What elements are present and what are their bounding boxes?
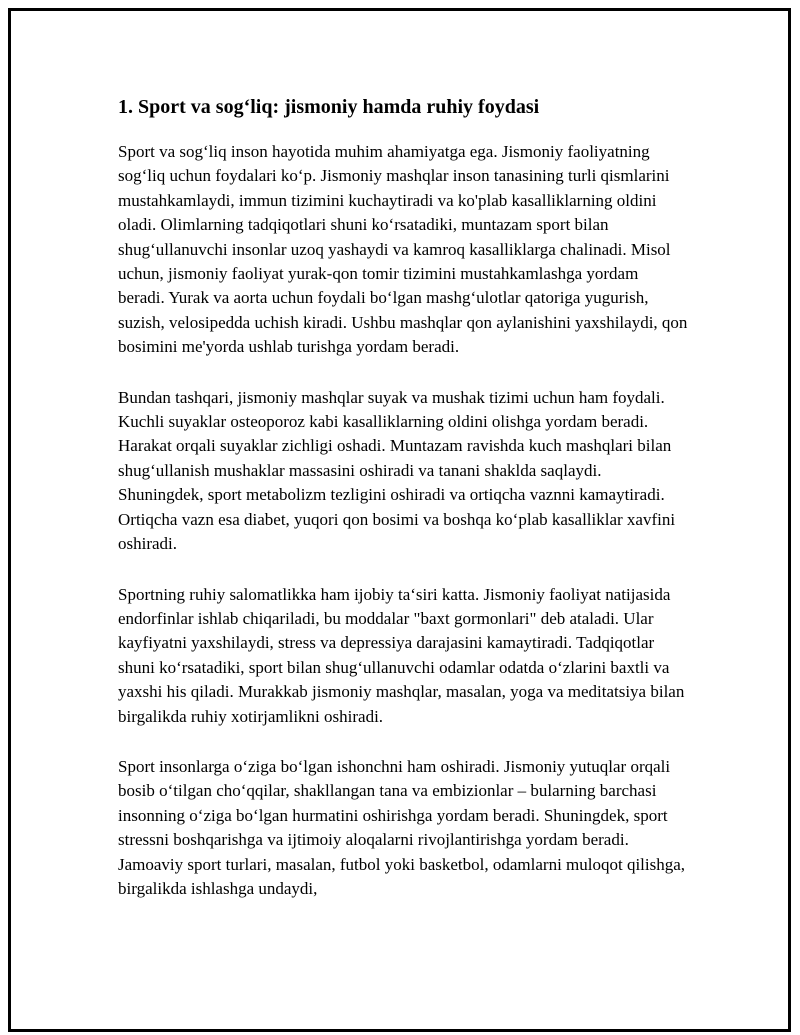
- document-body: [118, 94, 688, 927]
- paragraph-1: Sport va sog‘liq inson hayotida muhim ahamiyatga ega. Jismoniy faoliyatning sog‘liq uchun foydalari ko‘p. Jismoniy mashqlar inson tanasining turli qismlarini mustahkamlaydi, immun tizimini kuchaytiradi va ko'plab kasalliklarning oldini oladi. Olimlarning tadqiqotlari shuni ko‘rsatadiki, muntazam sport bilan shug‘ullanuvchi insonlar uzoq yashaydi va kamroq kasalliklarga chalinadi. Misol uchun, jismoniy faoliyat yurak-qon tomir tizimini mustahkamlashga yordam beradi. Yurak va aorta uchun foydali bo‘lgan mashg‘ulotlar qatoriga yugurish, suzish, velosipedda uchish kiradi. Ushbu mashqlar qon aylanishini yaxshilaydi, qon bosimini me'yorda ushlab turishga yordam beradi.: [118, 142, 688, 357]
- paragraph-3: Sportning ruhiy salomatlikka ham ijobiy ta‘siri katta. Jismoniy faoliyat natijasida endorfinlar ishlab chiqariladi, bu moddalar "baxt gormonlari" deb ataladi. Ular kayfiyatni yaxshilaydi, stress va depressiya darajasini kamaytiradi. Tadqiqotlar shuni ko‘rsatadiki, sport bilan shug‘ullanuvchi odamlar odatda o‘zlarini baxtli va yaxshi his qiladi. Murakkab jismoniy mashqlar, masalan, yoga va meditatsiya bilan birgalikda ruhiy xotirjamlikni oshiradi.: [118, 584, 685, 726]
- paragraph-4: Sport insonlarga o‘ziga bo‘lgan ishonchni ham oshiradi. Jismoniy yutuqlar orqali bosib o‘tilgan cho‘qqilar, shakllangan tana va embizionlar – bularning barchasi insonning o‘ziga bo‘lgan hurmatini oshirishga yordam beradi. Shuningdek, sport stressni boshqarishga va ijtimoiy aloqalarni rivojlantirishga yordam beradi. Jamoaviy sport turlari, masalan, futbol yoki basketbol, odamlarni muloqot qilishga, birgalikda ishlashga undaydi,: [118, 756, 686, 898]
- section-heading: 1. Sport va sog‘liq: jismoniy hamda ruhiy foydasi: [118, 96, 540, 118]
- paragraph-2: Bundan tashqari, jismoniy mashqlar suyak va mushak tizimi uchun ham foydali. Kuchli suyaklar osteoporoz kabi kasalliklarning oldini olishga yordam beradi. Harakat orqali suyaklar zichligi oshadi. Muntazam ravishda kuch mashqlari bilan shug‘ullanish mushaklar massasini oshiradi va tanani shaklda saqlaydi. Shuningdek, sport metabolizm tezligini oshiradi va ortiqcha vaznni kamaytiradi. Ortiqcha vazn esa diabet, yuqori qon bosimi va boshqa ko‘plab kasalliklar xavfini oshiradi.: [118, 387, 676, 554]
